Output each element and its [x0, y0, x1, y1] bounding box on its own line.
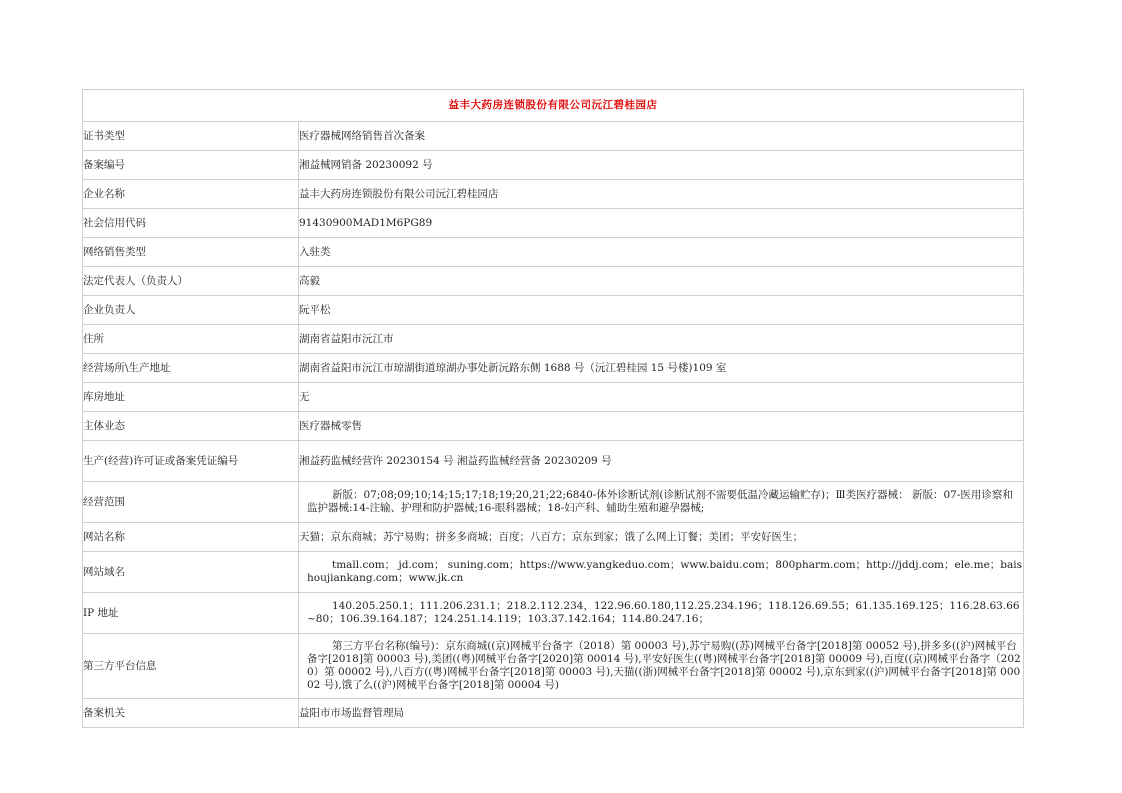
row-label: 住所: [83, 325, 299, 354]
table-row: [83, 593, 1024, 634]
table-row: [83, 383, 1024, 412]
table-row: [83, 634, 1024, 699]
row-value: 天猫；京东商城；苏宁易购；拼多多商城；百度；八百方；京东到家；饿了么网上订餐；美团；平安好医生；: [299, 523, 1024, 552]
table-row: [83, 412, 1024, 441]
row-label: 网站域名: [83, 552, 299, 593]
row-label: 网络销售类型: [83, 238, 299, 267]
table-row: [83, 209, 1024, 238]
table-row: [83, 180, 1024, 209]
table-row: [83, 296, 1024, 325]
row-label: 经营场所\生产地址: [83, 354, 299, 383]
table-row: [83, 325, 1024, 354]
row-value: tmall.com； jd.com； suning.com；https://www.yangkeduo.com；www.baidu.com；800pharm.com；http://jddj.com；ele.me；baishoujiankang.com；www.jk.cn: [299, 552, 1024, 593]
row-label: 备案编号: [83, 151, 299, 180]
row-label: 法定代表人（负责人）: [83, 267, 299, 296]
row-label: 第三方平台信息: [83, 634, 299, 699]
table-row: [83, 151, 1024, 180]
row-value: 新版：07;08;09;10;14;15;17;18;19;20,21;22;6840-体外诊断试剂(诊断试剂不需要低温冷藏运输贮存)；Ⅲ类医疗器械： 新版：07-医用诊察和监护器械:14-注输、护理和防护器械;16-眼科器械；18-妇产科、辅助生殖和避孕器械;: [299, 482, 1024, 523]
row-value: 第三方平台名称(编号)：京东商城((京)网械平台备字（2018）第 00003 号),苏宁易购((苏)网械平台备字[2018]第 00052 号),拼多多((沪)网械平台备字[2018]第 00003 号),美团((粤)网械平台备字[2020]第 00014 号),平安好医生((粤)网械平台备字[2018]第 00009 号),百度((京)网械平台备字（2020）第 00002 号),八百方((粤)网械平台备字[2018]第 00003 号),天猫((浙)网械平台备字[2018]第 00002 号),京东到家((沪)网械平台备字[2018]第 00002 号),饿了么((沪)网械平台备字[2018]第 00004 号): [299, 634, 1024, 699]
row-label: 备案机关: [83, 699, 299, 728]
table-row: [83, 441, 1024, 482]
document-title: 益丰大药房连锁股份有限公司沅江碧桂园店: [83, 90, 1024, 122]
row-label: 库房地址: [83, 383, 299, 412]
row-label: 企业名称: [83, 180, 299, 209]
row-value: 无: [299, 383, 1024, 412]
table-row: [83, 354, 1024, 383]
table-row: [83, 523, 1024, 552]
table-row: [83, 267, 1024, 296]
row-value: 湘益药监械经营许 20230154 号 湘益药监械经营备 20230209 号: [299, 441, 1024, 482]
table-row: [83, 482, 1024, 523]
filing-record-table: [82, 89, 1024, 728]
row-label: 证书类型: [83, 122, 299, 151]
row-value: 湖南省益阳市沅江市琼湖街道琼湖办事处新沅路东侧 1688 号（沅江碧桂园 15 号楼)109 室: [299, 354, 1024, 383]
table-row: [83, 238, 1024, 267]
row-label: 网站名称: [83, 523, 299, 552]
row-value: 入驻类: [299, 238, 1024, 267]
row-label: IP 地址: [83, 593, 299, 634]
row-label: 企业负责人: [83, 296, 299, 325]
row-value: 益阳市市场监督管理局: [299, 699, 1024, 728]
row-value: 益丰大药房连锁股份有限公司沅江碧桂园店: [299, 180, 1024, 209]
row-value: 140.205.250.1；111.206.231.1；218.2.112.234，122.96.60.180,112.25.234.196；118.126.69.55；61.135.169.125；116.28.63.66~80；106.39.164.187；124.251.14.119；103.37.142.164；114.80.247.16；: [299, 593, 1024, 634]
row-value: 阮平松: [299, 296, 1024, 325]
table-row: [83, 699, 1024, 728]
row-value: 医疗器械零售: [299, 412, 1024, 441]
row-label: 经营范围: [83, 482, 299, 523]
row-label: 生产(经营)许可证或备案凭证编号: [83, 441, 299, 482]
row-value: 湘益械网销备 20230092 号: [299, 151, 1024, 180]
table-row: [83, 552, 1024, 593]
row-value: 湖南省益阳市沅江市: [299, 325, 1024, 354]
title-row: [83, 90, 1024, 122]
row-label: 主体业态: [83, 412, 299, 441]
row-label: 社会信用代码: [83, 209, 299, 238]
row-value: 91430900MAD1M6PG89: [299, 209, 1024, 238]
row-value: 医疗器械网络销售首次备案: [299, 122, 1024, 151]
table-row: [83, 122, 1024, 151]
row-value: 高毅: [299, 267, 1024, 296]
